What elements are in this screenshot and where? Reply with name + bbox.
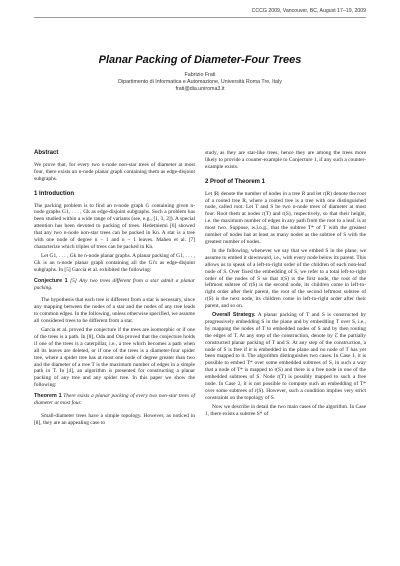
proof-paragraph-4: Now we describe in detail the two main cases of the algorithm. In Case 1, there exists a subtree S* of xyxy=(205,403,366,417)
author-affiliation: Dipartimento di Informatica e Automazione, Università Roma Tre, Italy xyxy=(118,78,282,85)
author-block xyxy=(0,72,400,92)
intro-paragraph-3: The hypothesis that each tree is different from a star is necessary, since any mapping between the nodes of a star and the nodes of any tree leads to common edges. In the following, unless otherwise specified, we assume all considered trees to be different from a star. xyxy=(34,297,195,325)
overall-strategy-text: A planar packing of T and S is constructed by progressively embedding S in the plane and by embedding T over S, i.e., by mapping the nodes of T to embedded nodes of S and by then routing the edges of T. At any step of the construction, denote by ℰ the partially constructed planar packing of T and S. At any step of the construction, a node of S is free if it is embedded in the plane and no node of T has yet been mapped to it. The algorithm distinguishes two cases. In Case 1, it is possible to embed T* over some embedded subtrees of S, in such a way that a node of T* is mapped to r(S) and there is a free node in one of the embedded subtrees of S. Node r(T) is possibly mapped to such a free node. In Case 2, it is not possible to compute such an embedding of T* over some subtrees of r(S). However, such a condition implies very strict constraints on the topology of S. xyxy=(205,312,366,401)
intro-paragraph-2: Let G1, . . . , Gk be n-node planar graphs. A planar packing of G1, . . . , Gk is an n-node planar graph containing all the Gi's as edge-disjoint subgraphs. In [5] Garcia et al. exhibited the following: xyxy=(34,252,195,273)
left-column xyxy=(34,150,195,429)
right-paragraph-0: study, as they are star-like trees, hence they are among the trees more likely to provide a counter-example to Conjecture 1, if any such a counter-example exists. xyxy=(205,150,366,170)
proof-heading: 2 Proof of Theorem 1 xyxy=(205,178,266,185)
intro-paragraph-4: Garcia et al. proved the conjecture if the trees are isomorphic or if one of the trees is a path. In [8], Oda and Ota proved that the conjecture holds if one of the trees is a caterpillar, i.e., a tree which becomes a path when all its leaves are deleted, or if one of the trees is a diameter-four spider tree, where a spider tree has at most one node of degree greater than two and the diameter of a tree T is the maximum number of edges in a simple path in T. In [4], an algorithm is presented for constructing a planar packing of any tree and any spider tree. In this paper we show the following: xyxy=(34,327,195,389)
header-rule xyxy=(34,17,366,18)
right-column xyxy=(205,150,366,420)
abstract-heading: Abstract xyxy=(34,150,59,156)
proof-paragraph-1: Let |R| denote the number of nodes in a tree R and let r(R) denote the root of a rooted tree R, where a rooted tree is a tree with one distinguished node, called root. Let T and S be two n-node trees of diameter at most four. Root them at nodes r(T) and r(S), respectively, so that their height, i.e. the maximum number of edges in any path from the root to a leaf, is at most two. Suppose, w.l.o.g., that the subtree T* of T with the greatest number of nodes has at least as many nodes as the subtree of S with the greatest number of nodes. xyxy=(205,190,366,245)
conjecture-text: [5] Any two trees different from a star admit a planar packing. xyxy=(34,277,196,291)
running-head: CCCG 2009, Vancouver, BC, August 17–19, 2009 xyxy=(251,8,366,14)
overall-strategy-runhead: Overall Strategy. xyxy=(212,312,256,319)
proof-paragraph-2: In the following, whenever we say that we embed S in the plane, we assume to embed it downward, i.e., with every node below its parent. This allows us to speak of a left-to-right order of the children of each non-leaf node of S. Over fixed the embedding of S, we refer to a total left-to-right order of the nodes of S so that r(S) is the first node, the root of the leftmost subtree of r(S) is the second node, its children come in left-to-right order after their parent, the root of the second leftmost subtree of r(S) is the next node, its children come in left-to-right order after their parent, and so on. xyxy=(205,247,366,310)
paper-title: Planar Packing of Diameter-Four Trees xyxy=(98,54,302,66)
theorem-text: There exists a planar packing of every two non-star trees of diameter at most four. xyxy=(34,393,195,407)
intro-heading: 1 Introduction xyxy=(34,190,74,197)
intro-paragraph-5: Small-diameter trees have a simple topology. However, as noticed in [8], they are an appealing case to xyxy=(34,413,195,426)
intro-paragraph-1: The packing problem is to find an n-node graph G containing given n-node graphs G1, . . . , Gk as edge-disjoint subgraphs. Such a problem has been studied within a wide range of variants (see, e.g., [1, 3, 2]). A special attention has been devoted to packing of trees. Hedetniemi [6] showed that any two n-node non-star trees can be packed in Kn. A star is a tree with one node of degree n − 1 and n − 1 leaves. Maheo et al. [7] characterize which triples of trees can be packed in Kn. xyxy=(34,202,195,250)
author-name: Fabrizio Frati xyxy=(184,72,216,78)
conjecture-1 xyxy=(34,278,195,292)
author-email: frati@dia.uniroma3.it xyxy=(175,85,225,92)
theorem-1 xyxy=(34,393,195,407)
conjecture-label: Conjecture 1 xyxy=(34,277,68,284)
proof-paragraph-3 xyxy=(205,312,366,402)
theorem-label: Theorem 1 xyxy=(34,393,62,400)
abstract-text: We prove that, for every two n-node non-star trees of diameter at most four, there exists an n-node planar graph containing them as edge-disjoint subgraphs. xyxy=(34,161,195,182)
